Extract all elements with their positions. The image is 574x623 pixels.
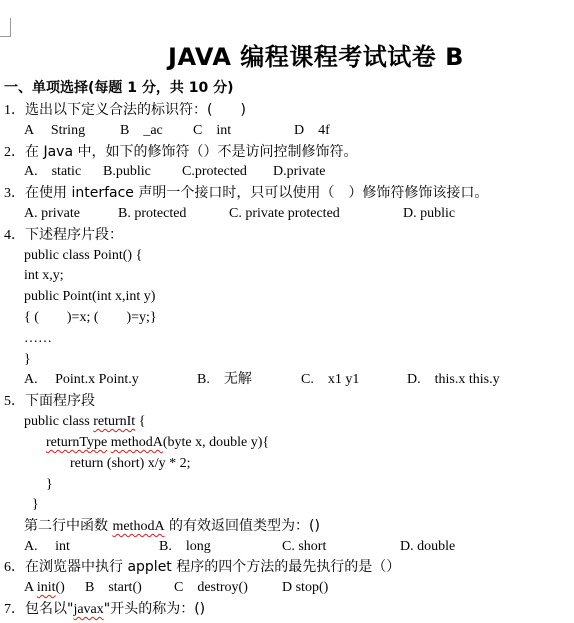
q5-code-line-1: public class returnIt { — [24, 414, 146, 429]
q1-option-d: D 4f — [294, 123, 330, 138]
q5-code-line-5: } — [32, 497, 39, 512]
q3-option-d: D. public — [403, 206, 456, 221]
q4-option-c: C. x1 y1 — [301, 372, 360, 387]
spellcheck-underline: init — [36, 580, 56, 595]
q1-option-a: A String — [24, 123, 86, 138]
spellcheck-underline: returnIt — [93, 414, 136, 429]
q2-option-a: A. static — [24, 164, 82, 179]
q6-option-a: A init() — [24, 580, 65, 595]
q1-option-c: C int — [193, 123, 232, 138]
q2-option-c: C.protected — [182, 164, 247, 179]
q5-code-line-3: return (short) x/y * 2; — [70, 456, 191, 471]
title-chinese: 编程课程考试试卷 B — [240, 43, 464, 71]
q5-option-a: A. int — [24, 539, 70, 554]
q3-option-a: A. private — [24, 206, 80, 221]
question-4: 4．下述程序片段： — [4, 227, 123, 243]
question-5: 5．下面程序段 — [4, 393, 95, 409]
question-3: 3．在使用 interface 声明一个接口时，只可以使用（ ）修饰符修饰该接口。 — [4, 185, 489, 201]
q5-subquestion: 第二行中函数 methodA 的有效返回值类型为：() — [24, 518, 320, 534]
q4-code-line-3: public Point(int x,int y) — [24, 289, 156, 304]
q4-option-d: D. this.x this.y — [407, 372, 500, 387]
section-heading: 一、单项选择(每题 1 分，共 10 分) — [4, 80, 234, 96]
q2-option-b: B.public — [103, 164, 151, 179]
q1-option-b: B _ac — [120, 123, 163, 138]
page-corner-mark — [0, 18, 11, 37]
question-2: 2．在 Java 中，如下的修饰符（）不是访问控制修饰符。 — [4, 144, 358, 160]
q4-code-line-6: } — [24, 352, 31, 367]
q3-option-b: B. protected — [118, 206, 187, 221]
q3-option-c: C. private protected — [229, 206, 340, 221]
page-title — [0, 40, 574, 74]
spellcheck-underline: methodA — [112, 519, 165, 534]
q4-option-b: B. 无解 — [197, 372, 252, 387]
spellcheck-underline: methodA — [110, 435, 163, 450]
q2-option-d: D.private — [273, 164, 326, 179]
q4-code-line-2: int x,y; — [24, 268, 64, 283]
q5-option-b: B. long — [159, 539, 211, 554]
spellcheck-underline: javax — [73, 602, 104, 617]
q4-code-line-1: public class Point() { — [24, 248, 143, 263]
q6-option-c: C destroy() — [174, 580, 248, 595]
question-7: 7．包名以"javax"开头的称为：() — [4, 601, 206, 617]
q4-code-line-5: …… — [24, 331, 52, 346]
q5-code-line-4: } — [46, 477, 53, 492]
spellcheck-underline: returnType — [46, 435, 108, 450]
q5-code-line-2: returnType methodA(byte x, double y){ — [46, 435, 270, 450]
q6-option-d: D stop() — [282, 580, 329, 595]
q6-option-b: B start() — [85, 580, 142, 595]
question-6: 6．在浏览器中执行 applet 程序的四个方法的最先执行的是（） — [4, 559, 401, 575]
q5-option-d: D. double — [400, 539, 456, 554]
q5-option-c: C. short — [282, 539, 327, 554]
q4-code-line-4: { ( )=x; ( )=y;} — [24, 310, 157, 325]
title-latin: JAVA — [168, 43, 241, 71]
q4-option-a: A. Point.x Point.y — [24, 372, 139, 387]
question-1: 1．选出以下定义合法的标识符：( ) — [4, 102, 246, 118]
